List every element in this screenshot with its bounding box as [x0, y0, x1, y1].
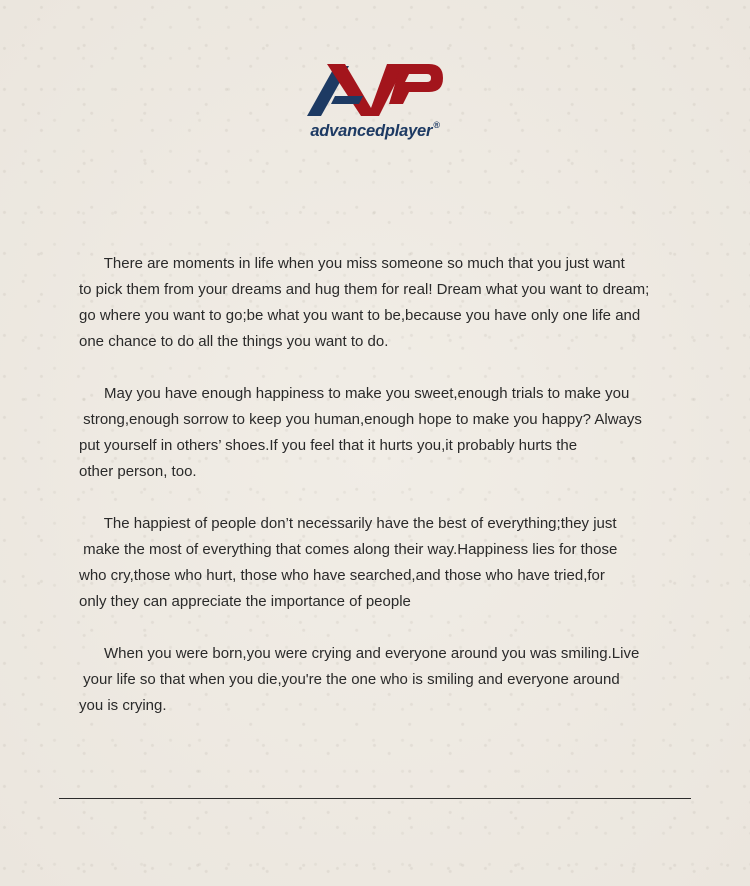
- text-line: one chance to do all the things you want to do.: [79, 333, 389, 350]
- registered-mark: ®: [433, 120, 440, 130]
- brand-logo: [0, 58, 750, 141]
- text-line: strong,enough sorrow to keep you human,enough hope to make you happy? Always: [79, 411, 642, 428]
- text-line: May you have enough happiness to make you sweet,enough trials to make you: [79, 385, 630, 402]
- text-line: make the most of everything that comes along their way.Happiness lies for those: [79, 541, 618, 558]
- brand-wordmark: [0, 122, 750, 141]
- brand-name: advancedplayer: [310, 122, 433, 140]
- text-line: your life so that when you die,you're the one who is smiling and everyone around: [79, 671, 620, 688]
- bottom-divider: [59, 798, 691, 799]
- avp-logo-mark-icon: [305, 58, 445, 118]
- article-body: [79, 251, 679, 745]
- text-line: There are moments in life when you miss someone so much that you just want: [79, 255, 625, 272]
- text-line: When you were born,you were crying and everyone around you was smiling.Live: [79, 645, 640, 662]
- text-line: other person, too.: [79, 463, 197, 480]
- paragraph-2: [79, 381, 679, 485]
- paragraph-3: [79, 511, 679, 615]
- text-line: only they can appreciate the importance of people: [79, 593, 411, 610]
- text-line: to pick them from your dreams and hug them for real! Dream what you want to dream;: [79, 281, 650, 298]
- text-line: The happiest of people don’t necessarily have the best of everything;they just: [79, 515, 617, 532]
- paragraph-1: [79, 251, 679, 355]
- text-line: put yourself in others’ shoes.If you feel that it hurts you,it probably hurts the: [79, 437, 578, 454]
- text-line: you is crying.: [79, 697, 167, 714]
- paragraph-4: [79, 641, 679, 719]
- text-line: go where you want to go;be what you want to be,because you have only one life and: [79, 307, 641, 324]
- text-line: who cry,those who hurt, those who have searched,and those who have tried,for: [79, 567, 605, 584]
